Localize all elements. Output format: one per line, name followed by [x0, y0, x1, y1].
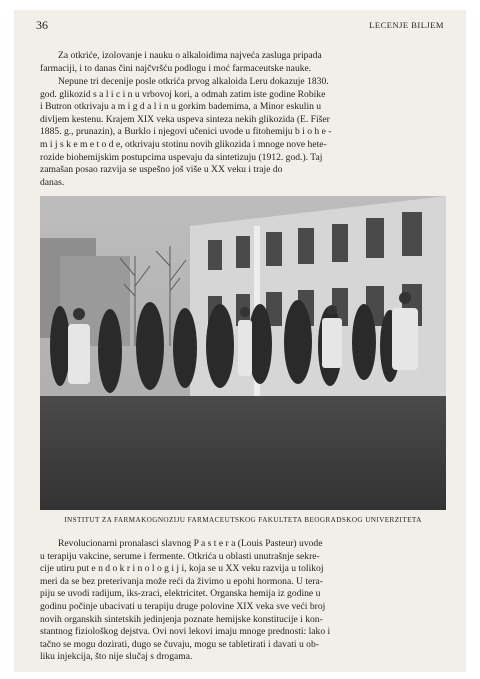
photo-caption: INSTITUT ZA FARMAKOGNOZIJU FARMACEUTSKOG FAKULTETA BEOGRADSKOG UNIVERZITETA — [64, 516, 422, 524]
paragraph-glycosides — [40, 76, 446, 189]
text-line: Nepune tri decenije posle otkrića prvog alkaloida Leru dokazuje 1830. — [58, 76, 329, 87]
text-line: m i j s k e m e t o d e, otkrivaju stotinu novih glikozida i mnoge nove hete- — [40, 138, 327, 150]
text-line: stantnog fiziološkog dejstva. Ovi novi lekovi imaju mnoge prednosti: lako i — [40, 626, 331, 638]
institute-photo — [40, 196, 446, 510]
text-line: 1885. g., prunazin), a Burklo i njegovi učenici uvode u fitohemiju b i o h e - — [40, 126, 332, 138]
text-line: cije utiru put e n d o k r i n o l o g i j i, koja se u XX veku razvija u tolikoj — [40, 563, 324, 575]
page-header — [36, 18, 444, 33]
text-line: meri da se bez preterivanja može reći da živimo u epohi hormona. U tera- — [40, 575, 323, 587]
text-line: zamašan posao razvija se uspešno još više u XX veku i traje do — [40, 164, 283, 176]
text-line: Revolucionarni pronalasci slavnog P a s t e r a (Louis Pasteur) uvode — [58, 538, 323, 549]
text-line: u terapiju vakcine, serume i fermente. Otkrića u oblasti unutrašnje sekre- — [40, 550, 320, 562]
text-line: rozide biohemijskim postupcima uspevaju da sintetizuju (1912. god.). Taj — [40, 151, 323, 163]
photo-illustration — [40, 196, 446, 510]
text-line: tačno se mogu dozirati, dugo se čuvaju, mogu se tabletirati i davati u ob- — [40, 638, 319, 650]
text-line: divljem kestenu. Krajem XIX veka uspeva sinteza nekih glikozida (E. Fišer — [40, 113, 330, 125]
running-title: LECENJE BILJEM — [369, 20, 444, 30]
page-number: 36 — [36, 18, 48, 32]
text-line: danas. — [40, 176, 65, 188]
book-page — [14, 10, 466, 672]
text-line: novih organskih sintetskih jedinjenja poznate hemijske konstitucije i kon- — [40, 613, 323, 625]
text-line: farmaciji, i to danas čini najčvršću podlogu i moć farmaceutske nauke. — [40, 62, 312, 74]
text-line: Za otkriće, izolovanje i nauku o alkaloidima najveća zasluga pripada — [58, 50, 322, 61]
paragraph-alkaloids — [40, 50, 446, 75]
text-line: liku injekcija, što nije slučaj s drogama. — [40, 651, 193, 663]
paragraph-pasteur — [40, 538, 446, 664]
text-line: god. glikozid s a l i c i n u vrbovoj kori, a odmah zatim iste godine Robike — [40, 88, 326, 100]
text-line: piju se uvodi radijum, iks-zraci, elektricitet. Organska hemija iz godine u — [40, 588, 321, 600]
text-line: i Butron otkrivaju a m i g d a l i n u gorkim bademima, a Minor eskulin u — [40, 101, 322, 113]
text-line: godinu počinje ubacivati u terapiju druge polovine XIX veka sve veći broj — [40, 600, 326, 612]
